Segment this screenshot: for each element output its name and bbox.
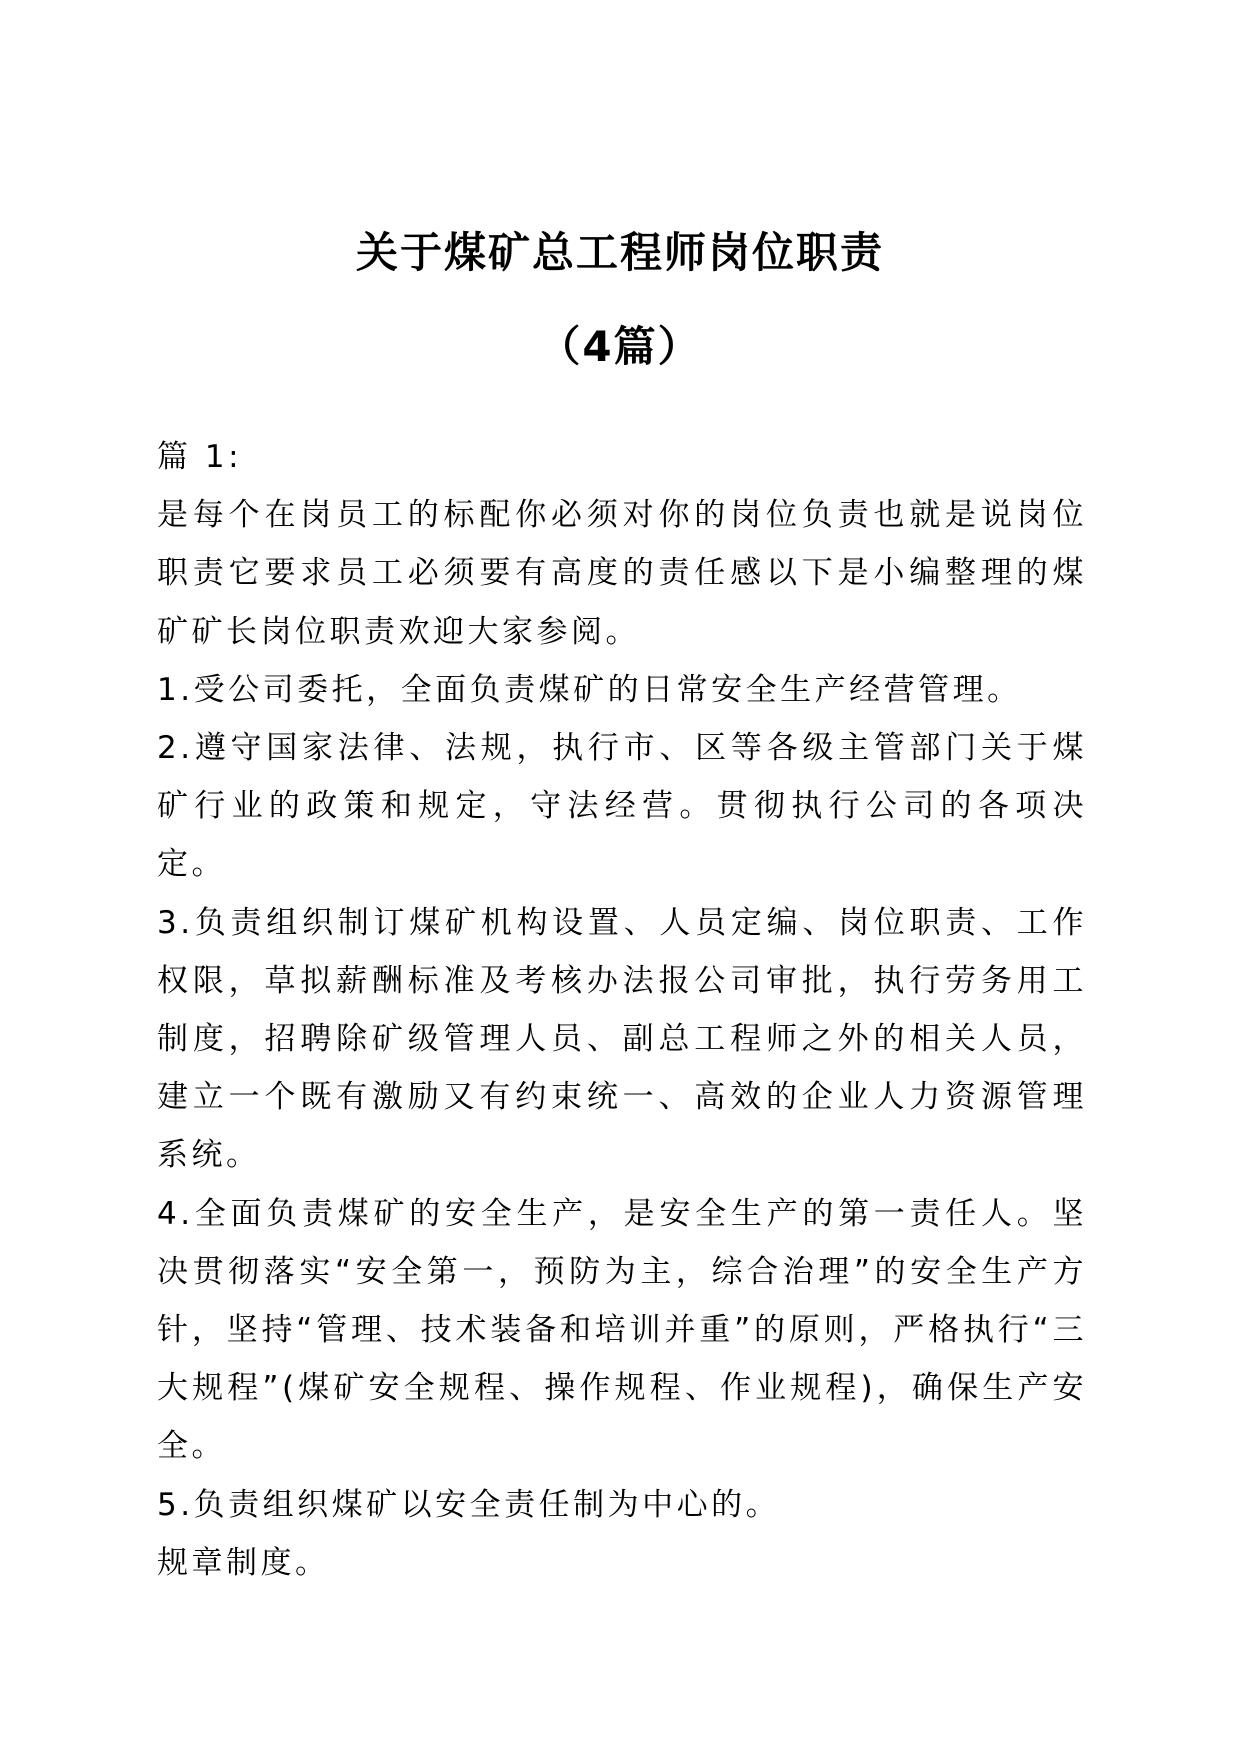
document-title: 关于煤矿总工程师岗位职责 [355, 228, 884, 277]
paragraph-item-4: 4.全面负责煤矿的安全生产，是安全生产的第一责任人。坚决贯彻落实“安全第一，预防为主，综合治理”的安全生产方针，坚持“管理、技术装备和培训并重”的原则，严格执行“三大规程”(煤矿安全规程、操作规程、作业规程)，确保生产安全。 [157, 1195, 1087, 1465]
paragraph-closing: 规章制度。 [157, 1544, 330, 1581]
paragraph-intro: 是每个在岗员工的标配你必须对你的岗位负责也就是说岗位职责它要求员工必须要有高度的责任感以下是小编整理的煤矿矿长岗位职责欢迎大家参阅。 [157, 497, 1087, 650]
document-subtitle: （4篇） [538, 322, 702, 371]
section-label: 篇 1: [157, 439, 243, 475]
document-body [157, 428, 1087, 1592]
paragraph-item-1: 1.受公司委托，全面负责煤矿的日常安全生产经营管理。 [157, 671, 1022, 708]
paragraph-item-3: 3.负责组织制订煤矿机构设置、人员定编、岗位职责、工作权限，草拟薪酬标准及考核办法报公司审批，执行劳务用工制度，招聘除矿级管理人员、副总工程师之外的相关人员，建立一个既有激励又有约束统一、高效的企业人力资源管理系统。 [157, 904, 1087, 1174]
paragraph-item-5: 5.负责组织煤矿以安全责任制为中心的。 [157, 1486, 781, 1523]
paragraph-item-2: 2.遵守国家法律、法规，执行市、区等各级主管部门关于煤矿行业的政策和规定，守法经营。贯彻执行公司的各项决定。 [157, 730, 1087, 883]
